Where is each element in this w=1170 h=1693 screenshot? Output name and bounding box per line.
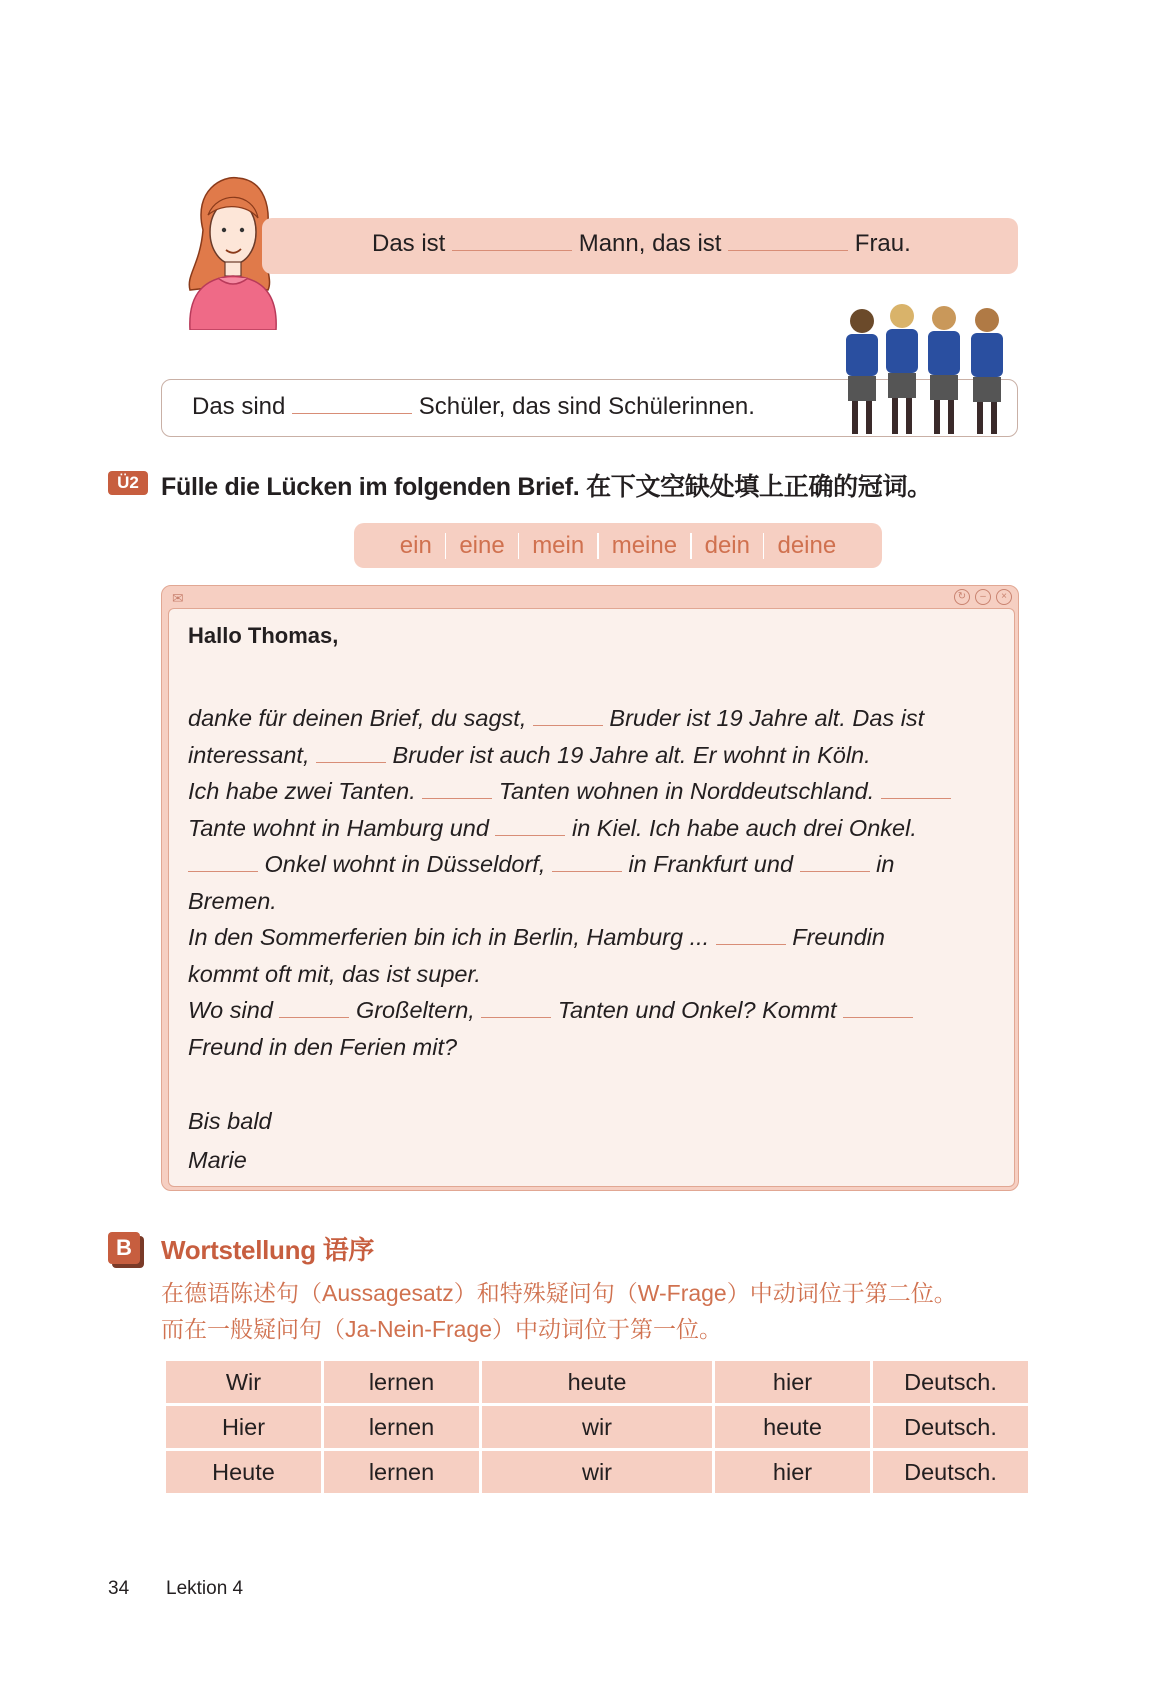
answer-blank[interactable] — [881, 797, 951, 799]
lesson-label: Lektion 4 — [166, 1578, 244, 1599]
table-cell: Hier — [166, 1406, 321, 1448]
letter-line: Tante wohnt in Hamburg und in Kiel. Ich habe auch drei Onkel. — [188, 814, 917, 841]
answer-blank[interactable] — [279, 1016, 349, 1018]
table-cell: lernen — [324, 1451, 479, 1493]
answer-blank[interactable] — [843, 1016, 913, 1018]
table-cell: Heute — [166, 1451, 321, 1493]
answer-blank[interactable] — [188, 870, 258, 872]
sentence-2 — [192, 393, 755, 421]
answer-blank[interactable] — [292, 412, 412, 414]
table-cell: Wir — [166, 1361, 321, 1403]
table-cell: wir — [482, 1451, 712, 1493]
sentence-2-part: Schüler, das sind Schülerinnen. — [418, 393, 755, 420]
answer-blank[interactable] — [495, 834, 565, 836]
section-description: 而在一般疑问句（Ja-Nein-Frage）中动词位于第一位。 — [161, 1316, 722, 1342]
letter-line: Onkel wohnt in Düsseldorf, in Frankfurt und in — [188, 846, 1008, 883]
minimize-icon: – — [975, 589, 991, 605]
answer-blank[interactable] — [533, 724, 603, 726]
answer-blank[interactable] — [452, 249, 572, 251]
sentence-1-part: Frau. — [854, 230, 911, 257]
sentence-1 — [372, 230, 911, 258]
table-cell: hier — [715, 1361, 870, 1403]
table-cell: Deutsch. — [873, 1361, 1028, 1403]
answer-blank[interactable] — [716, 943, 786, 945]
letter-line: Bremen. — [188, 887, 277, 914]
word-bank-item: dein — [704, 531, 750, 559]
sentence-1-part: Mann, das ist — [578, 230, 722, 257]
word-bank-item: deine — [777, 531, 837, 559]
section-badge: B — [108, 1232, 140, 1264]
table-row — [166, 1451, 1028, 1493]
letter-signature: Marie — [188, 1147, 247, 1173]
section-title: Wortstellung 语序 — [161, 1235, 375, 1265]
sentence-2-part: Das sind — [192, 393, 286, 420]
table-cell: lernen — [324, 1361, 479, 1403]
table-cell: hier — [715, 1451, 870, 1493]
refresh-icon: ↻ — [954, 589, 970, 605]
exercise-badge: Ü2 — [108, 471, 148, 495]
letter-closing: Bis bald — [188, 1108, 272, 1134]
word-order-table — [163, 1358, 1031, 1496]
word-bank-item: mein — [532, 531, 585, 559]
letter-line: Ich habe zwei Tanten. Tanten wohnen in Norddeutschland. — [188, 773, 1008, 810]
answer-blank[interactable] — [728, 249, 848, 251]
table-cell: Deutsch. — [873, 1451, 1028, 1493]
letter-greeting: Hallo Thomas, — [188, 623, 339, 648]
letter-text — [188, 700, 1008, 1065]
answer-blank[interactable] — [552, 870, 622, 872]
close-icon: × — [996, 589, 1012, 605]
answer-blank[interactable] — [316, 761, 386, 763]
word-bank — [354, 523, 882, 568]
table-cell: wir — [482, 1406, 712, 1448]
letter-line: interessant, Bruder ist auch 19 Jahre alt. Er wohnt in Köln. — [188, 741, 871, 768]
table-row — [166, 1361, 1028, 1403]
letter-line: In den Sommerferien bin ich in Berlin, Hamburg ... Freundin — [188, 924, 885, 950]
letter-line: danke für deinen Brief, du sagst, Bruder ist 19 Jahre alt. Das ist — [188, 705, 925, 731]
answer-blank[interactable] — [800, 870, 870, 872]
letter-line: Wo sind Großeltern, Tanten und Onkel? Kommt — [188, 992, 1008, 1029]
table-cell: Deutsch. — [873, 1406, 1028, 1448]
section-description: 在德语陈述句（Aussagesatz）和特殊疑问句（W-Frage）中动词位于第二位。 — [161, 1280, 957, 1306]
word-bank-item: meine — [611, 531, 678, 559]
students-photo-icon — [832, 296, 1022, 436]
page-number: 34 — [108, 1578, 130, 1599]
word-bank-item: eine — [459, 531, 505, 559]
answer-blank[interactable] — [481, 1016, 551, 1018]
exercise-title: Fülle die Lücken im folgenden Brief. 在下文空缺处填上正确的冠词。 — [161, 473, 932, 501]
table-cell: lernen — [324, 1406, 479, 1448]
letter-line: Freund in den Ferien mit? — [188, 1033, 458, 1060]
table-row — [166, 1406, 1028, 1448]
sentence-1-part: Das ist — [372, 230, 446, 257]
mail-icon: ✉ — [172, 590, 184, 606]
table-cell: heute — [715, 1406, 870, 1448]
table-cell: heute — [482, 1361, 712, 1403]
word-bank-item: ein — [399, 531, 432, 559]
letter-line: kommt oft mit, das ist super. — [188, 960, 481, 987]
answer-blank[interactable] — [422, 797, 492, 799]
